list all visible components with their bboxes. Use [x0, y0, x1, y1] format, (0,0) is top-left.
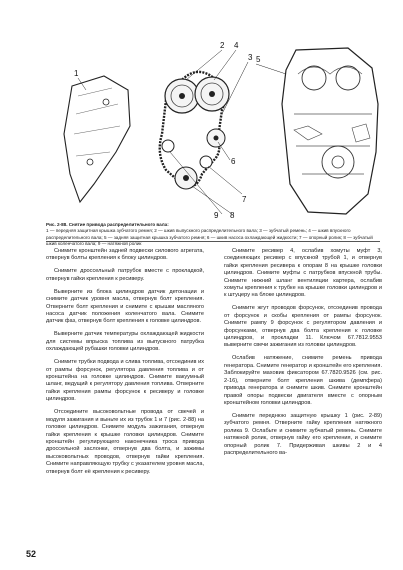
callout-label: 6: [231, 157, 236, 166]
paragraph: Ослабив натяжение, снимите ремень привода генератора. Снимите генератор и кронштейн его крепления. Заблокируйте маховик фиксатором 67.7820.9526 (см. рис. 2-16), отверните болт крепления шкива (демпфера) привода генератора и снимите шкив. Снимите кронштейн правой опоры подвески двигателя вместе с опорным кронштейном головки цилиндров.: [224, 355, 382, 406]
caption-title: Рис. 2-88. Снятие привода распределительного вала:: [46, 222, 169, 227]
callout-label: 1: [74, 69, 79, 78]
figure-caption: [46, 222, 380, 247]
left-text-column: [46, 248, 204, 482]
paragraph: Снимите ресивер 4, ослабив хомуты муфт 3, соединяющих ресивер с впускной трубой 1, и отвернув гайки крепления ресивера к опорам 8 на крышке головки цилиндров. Снимите муфты с патрубков впускной трубы. Снимите нижний шланг вентиляции картера, ослабив хомуты крепления к трубке на крышке головки цилиндров и к штуцеру на блоке цилиндров.: [224, 248, 382, 299]
right-text-column: [224, 248, 382, 463]
tensioner-roller-part: [162, 140, 174, 152]
timing-belt-drawing: [46, 34, 385, 220]
paragraph: Отсоедините высоковольтные провода от свечей и модуля зажигания и выньте их из трубок 1 и 7 (рис. 2-88) на головке цилиндров. Снимите модуль зажигания, отвернув гайки крепления к крышке головки цилиндров. Снимите кронштейн регулирующего наконечника троса привода дроссельной заслонки, отвернув два болта, и зажимы высоковольтных проводов, отвернув гайки крепления. Снимите направляющую трубку с указателем уровня масла, отвернув болт её крепления к ресиверу.: [46, 409, 204, 475]
page-number: 52: [26, 549, 37, 559]
paragraph: Снимите дроссельный патрубок вместе с прокладкой, отвернув гайки крепления к ресиверу.: [46, 268, 204, 282]
callout-label: 4: [234, 41, 239, 50]
caption-divider: [46, 241, 380, 242]
callout-label: 2: [220, 41, 225, 50]
intake-cam-pulley-part: [195, 77, 229, 111]
caption-body: 1 — передняя защитная крышка зубчатого ремня; 2 — шкив выпускного распределительного вала; 3 — зубчатый ремень; 4 — шкив впускного распределительного вала; 5 — задняя защитная крышка зубчатого ремня; 6 — шкив насоса охлаждающей жидкости; 7 — опорный ролик; 8 — зубчатый шкив коленчатого вала; 9 — натяжной ролик: [46, 228, 373, 246]
paragraph: Снимите трубки подвода и слива топлива, отсоединив их от рампы форсунок, регулятора давления топлива и от кронштейна на головке цилиндров. Снимите вакуумный шланг, ведущий к регулятору давления топлива. Отверните гайки крепления рампы форсунок к ресиверу и головке цилиндров.: [46, 359, 204, 403]
callout-label: 5: [256, 55, 261, 64]
callout-label: 7: [242, 195, 247, 204]
rear-cover-part: [282, 48, 378, 214]
crank-pulley-part: [175, 167, 197, 189]
idler-roller-part: [200, 156, 212, 168]
coolant-pump-pulley-part: [207, 129, 225, 147]
paragraph: Снимите кронштейн задней подвески силового агрегата, отвернув болты крепления к блоку цилиндров.: [46, 248, 204, 262]
paragraph: Выверните датчик температуры охлаждающей жидкости для системы впрыска топлива из выпускного патрубка охлаждающей рубашки головки цилиндров.: [46, 331, 204, 353]
paragraph: Снимите жгут проводов форсунок, отсоединив провода от форсунок и скобы крепления от рампы форсунок. Снимите рампу 9 форсунок с регулятором давления и форсунками, отвернув два болта крепления к головке цилиндров, и прокладки 11. Ключом 67.7812.9553 выверните свечи зажигания из головки цилиндров.: [224, 305, 382, 349]
callout-label: 9: [214, 211, 219, 220]
callout-label: 8: [230, 211, 235, 220]
callout-label: 3: [248, 53, 253, 62]
front-cover-part: [64, 76, 130, 202]
engine-timing-figure: [46, 34, 385, 220]
exhaust-cam-pulley-part: [165, 79, 199, 113]
paragraph: Снимите переднюю защитную крышку 1 (рис. 2-89) зубчатого ремня. Отверните гайку крепления натяжного ролика 9. Ослабьте и снимите зубчатый ремень. Снимите натяжной ролик, отвернув гайку его крепления, и снимите опорный ролик 7. Придерживая шкивы 2 и 4 распределительного ва-: [224, 412, 382, 456]
paragraph: Выверните из блока цилиндров датчик детонации и снимите датчик уровня масла, отвернув болт крепления. Отверните болт крепления и снимите с крышки масляного насоса датчик положения коленчатого вала. Снимите датчик фаз, отвернув болт крепления к головке цилиндров.: [46, 288, 204, 325]
